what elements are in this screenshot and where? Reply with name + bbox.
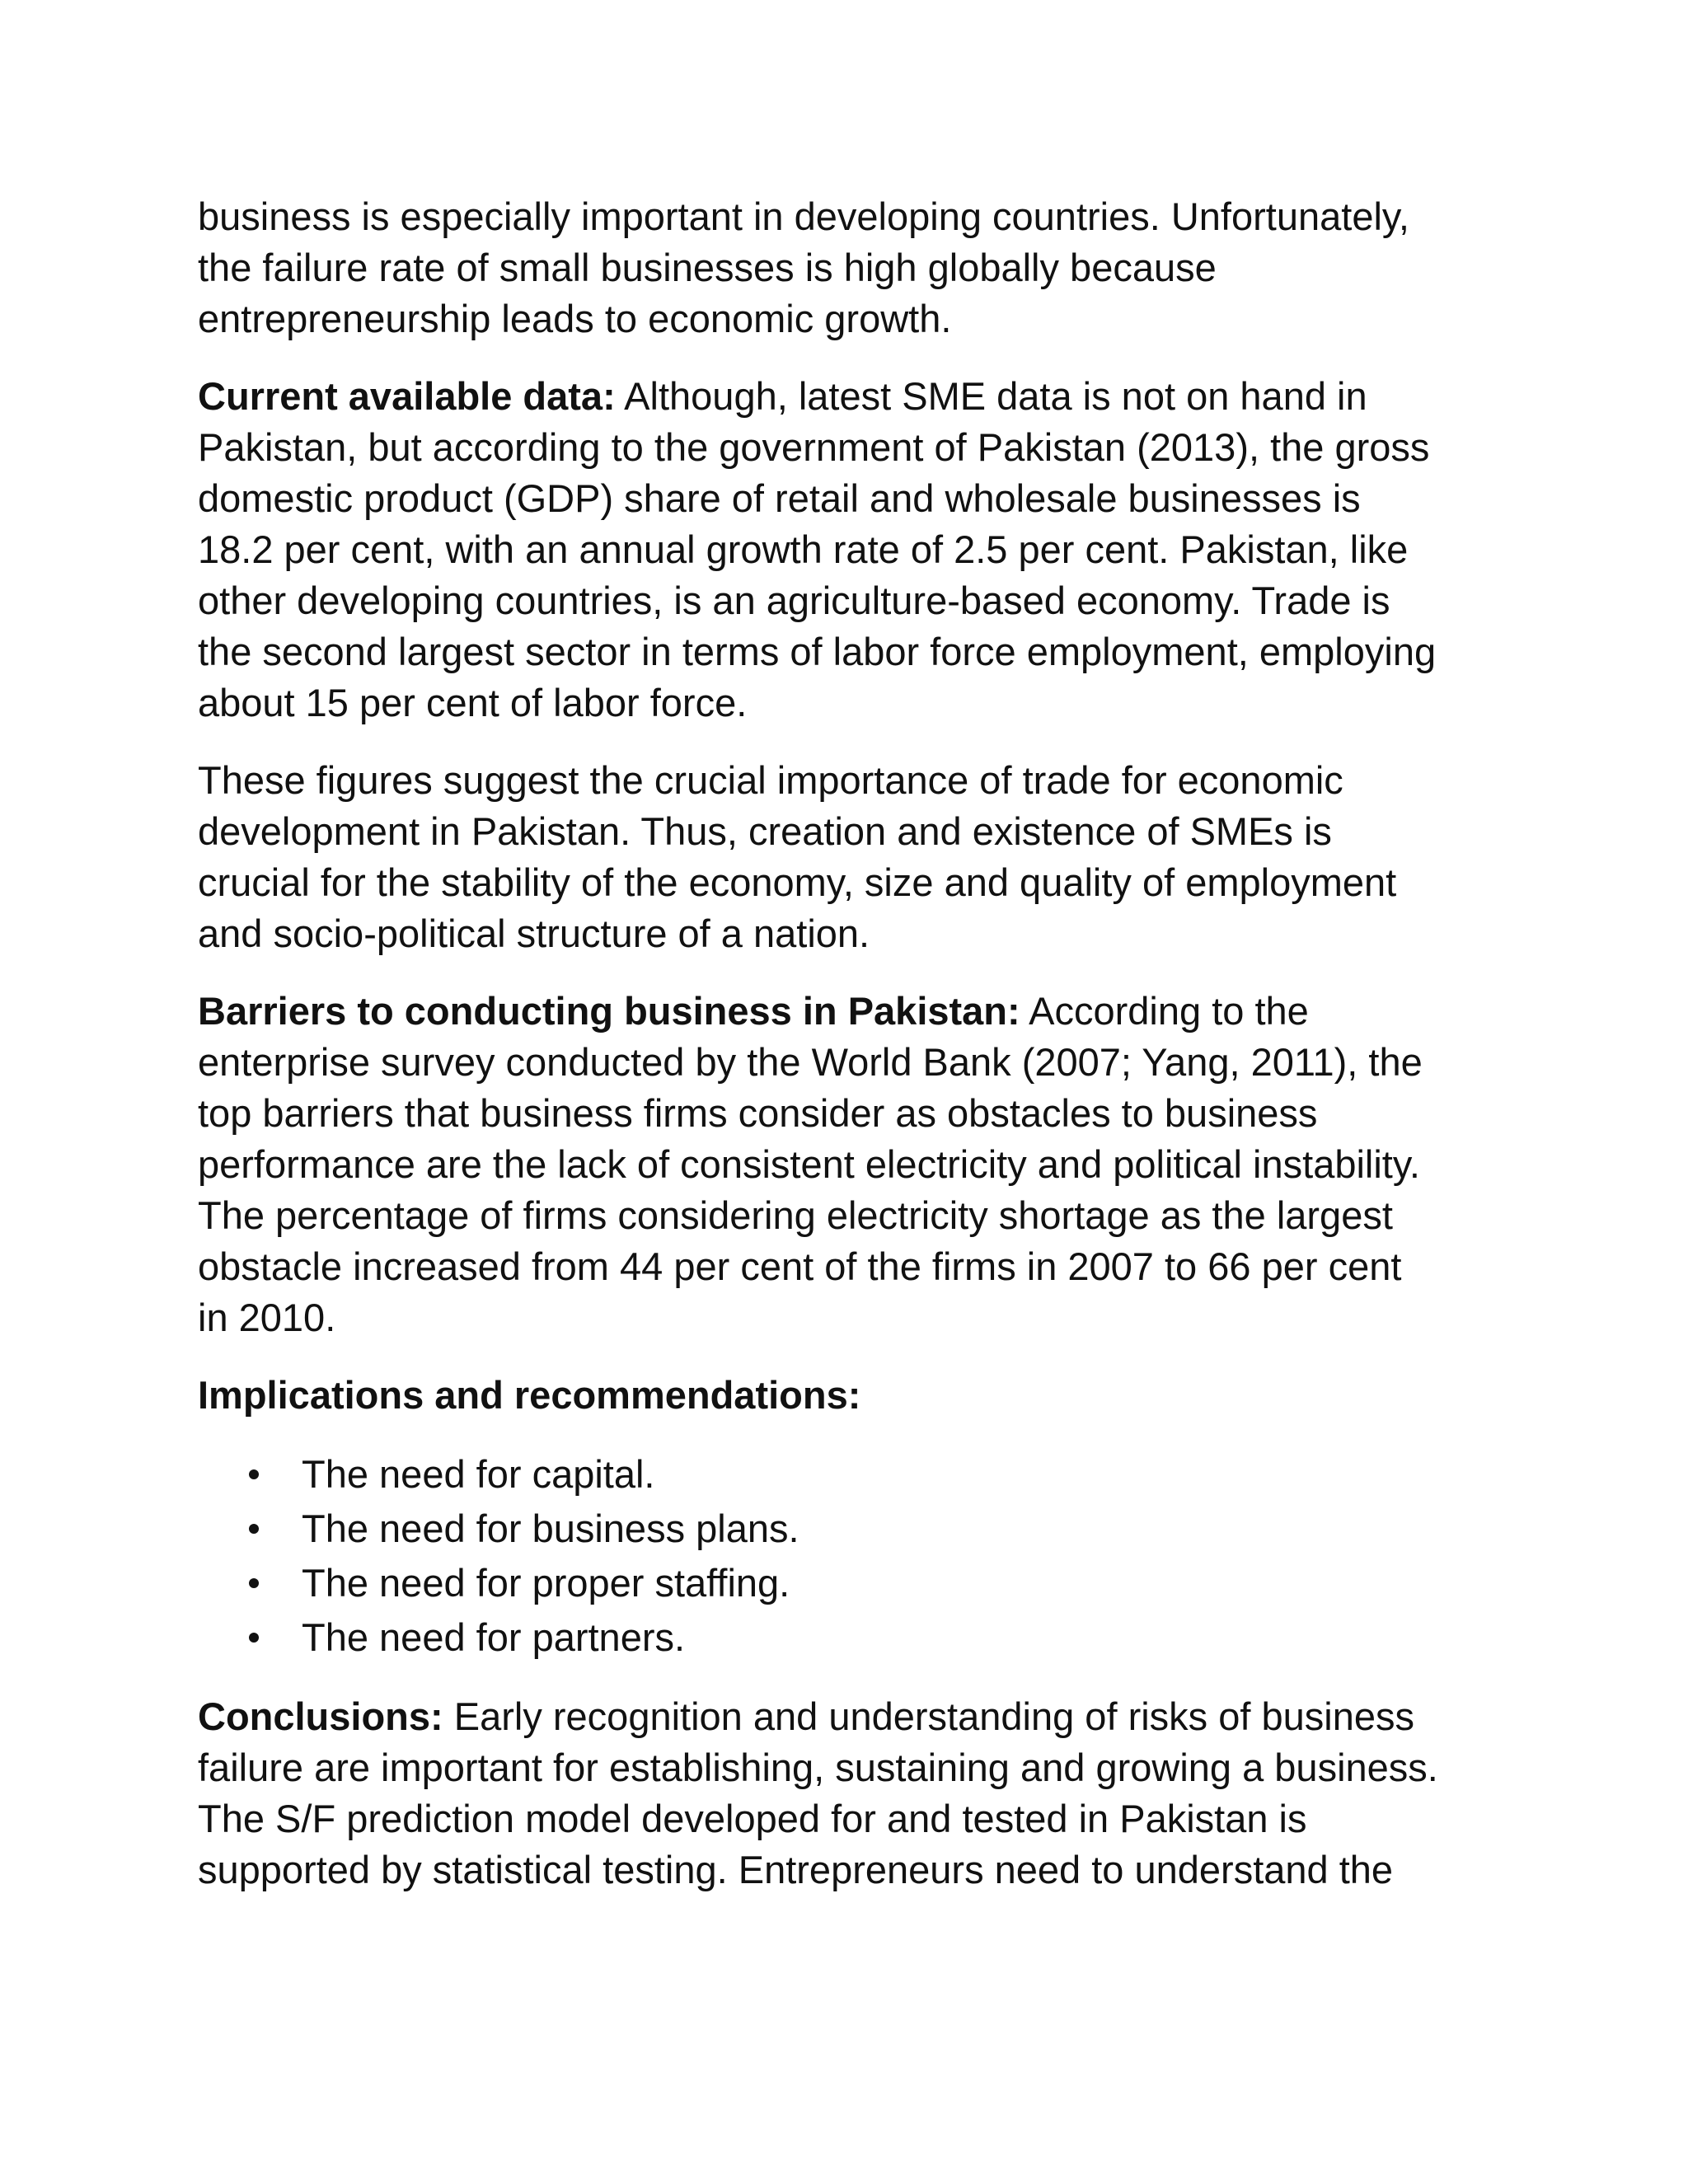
bullet-icon — [249, 1633, 259, 1643]
list-item — [198, 1610, 1484, 1665]
bullet-icon — [249, 1578, 259, 1588]
intro-paragraph — [198, 191, 1484, 344]
list-item-text: The need for capital. — [302, 1452, 655, 1496]
text-line: and socio-political structure of a nation. — [198, 912, 870, 955]
text-line: development in Pakistan. Thus, creation and existence of SMEs is — [198, 809, 1332, 853]
text-line: entrepreneurship leads to economic growth. — [198, 297, 952, 340]
text-run: Although, latest SME data is not on hand in — [615, 374, 1367, 418]
text-line: about 15 per cent of labor force. — [198, 681, 748, 724]
text-line: the second largest sector in terms of labor force employment, employing — [198, 630, 1437, 673]
figures-paragraph — [198, 755, 1484, 959]
text-line: business is especially important in developing countries. Unfortunately, — [198, 194, 1409, 238]
text-line: other developing countries, is an agriculture-based economy. Trade is — [198, 579, 1390, 622]
implications-heading: Implications and recommendations: — [198, 1373, 861, 1417]
text-run: According to the — [1020, 989, 1309, 1033]
list-item — [198, 1556, 1484, 1610]
text-line: enterprise survey conducted by the World Bank (2007; Yang, 2011), the — [198, 1040, 1423, 1084]
text-line: performance are the lack of consistent electricity and political instability. — [198, 1142, 1420, 1186]
text-line: domestic product (GDP) share of retail and wholesale businesses is — [198, 476, 1361, 520]
current-data-paragraph — [198, 371, 1484, 729]
bullet-icon — [249, 1469, 259, 1479]
text-line: in 2010. — [198, 1296, 336, 1339]
text-line: failure are important for establishing, sustaining and growing a business. — [198, 1746, 1438, 1789]
text-line: crucial for the stability of the economy, size and quality of employment — [198, 860, 1397, 904]
list-item-text: The need for proper staffing. — [302, 1561, 790, 1605]
bullet-icon — [249, 1524, 259, 1534]
document-page — [198, 191, 1484, 1922]
text-line: The percentage of firms considering electricity shortage as the largest — [198, 1193, 1393, 1237]
text-line: 18.2 per cent, with an annual growth rate of 2.5 per cent. Pakistan, like — [198, 527, 1409, 571]
conclusions-paragraph — [198, 1691, 1484, 1896]
text-line: The S/F prediction model developed for and tested in Pakistan is — [198, 1797, 1307, 1840]
recommendations-list — [198, 1447, 1484, 1665]
text-run: Early recognition and understanding of risks of business — [443, 1694, 1414, 1738]
text-line: These figures suggest the crucial importance of trade for economic — [198, 758, 1343, 802]
barriers-lead: Barriers to conducting business in Pakistan: — [198, 989, 1020, 1033]
text-line: obstacle increased from 44 per cent of the firms in 2007 to 66 per cent — [198, 1244, 1402, 1288]
list-item-text: The need for partners. — [302, 1615, 686, 1659]
text-line: Pakistan, but according to the government of Pakistan (2013), the gross — [198, 425, 1430, 469]
text-line: top barriers that business firms consider as obstacles to business — [198, 1091, 1318, 1135]
barriers-paragraph — [198, 986, 1484, 1343]
text-line — [198, 1691, 1484, 1742]
text-line — [198, 371, 1484, 422]
text-line: supported by statistical testing. Entrepreneurs need to understand the — [198, 1848, 1394, 1891]
conclusions-lead: Conclusions: — [198, 1694, 443, 1738]
list-item-text: The need for business plans. — [302, 1507, 799, 1550]
list-item — [198, 1502, 1484, 1556]
text-line: the failure rate of small businesses is high globally because — [198, 246, 1217, 289]
text-line — [198, 986, 1484, 1037]
current-data-lead: Current available data: — [198, 374, 616, 418]
list-item — [198, 1447, 1484, 1502]
